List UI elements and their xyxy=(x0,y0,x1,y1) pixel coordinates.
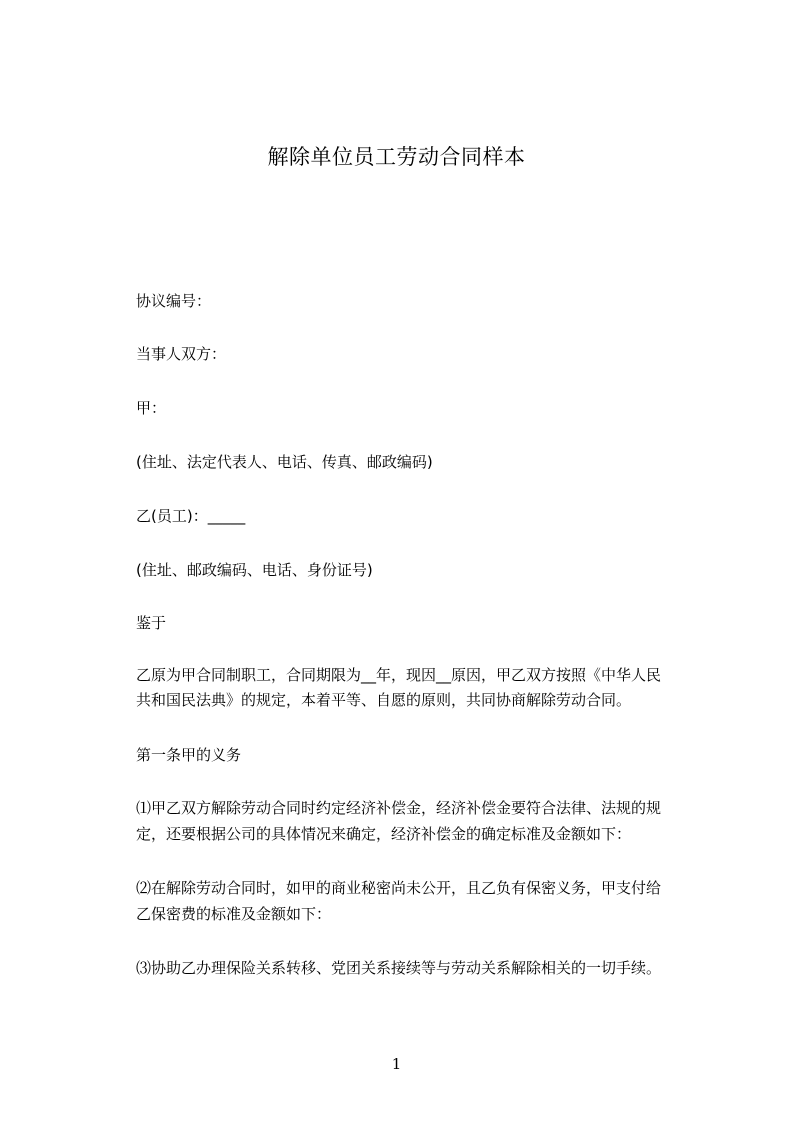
whereas-paragraph-line-1: 乙原为甲合同制职工，合同期限为__年，现因__原因，甲乙双方按照《中华人民 xyxy=(136,666,662,684)
party-a-info: (住址、法定代表人、电话、传真、邮政编码) xyxy=(136,453,433,471)
article-1-heading: 第一条甲的义务 xyxy=(136,746,242,764)
party-b-info: (住址、邮政编码、电话、身份证号) xyxy=(136,561,373,579)
parties-label: 当事人双方： xyxy=(136,345,227,363)
item-2-line-1: ⑵在解除劳动合同时，如甲的商业秘密尚未公开，且乙负有保密义务，甲支付给 xyxy=(136,879,662,897)
item-2-line-2: 乙保密费的标准及金额如下： xyxy=(136,905,332,923)
party-b-label: 乙(员工)：_____ xyxy=(136,507,246,525)
document-title: 解除单位员工劳动合同样本 xyxy=(267,145,526,169)
item-1-line-2: 定，还要根据公司的具体情况来确定，经济补偿金的确定标准及金额如下： xyxy=(136,825,632,843)
item-1-line-1: ⑴甲乙双方解除劳动合同时约定经济补偿金，经济补偿金要符合法律、法规的规 xyxy=(136,799,662,817)
party-a-label: 甲： xyxy=(136,399,167,417)
page-number: 1 xyxy=(391,1055,402,1073)
item-3: ⑶协助乙办理保险关系转移、党团关系接续等与劳动关系解除相关的一切手续。 xyxy=(136,959,662,977)
agreement-number-label: 协议编号： xyxy=(136,292,212,310)
whereas-paragraph-line-2: 共和国民法典》的规定，本着平等、自愿的原则，共同协商解除劳动合同。 xyxy=(136,691,632,709)
whereas-heading: 鉴于 xyxy=(136,614,167,632)
